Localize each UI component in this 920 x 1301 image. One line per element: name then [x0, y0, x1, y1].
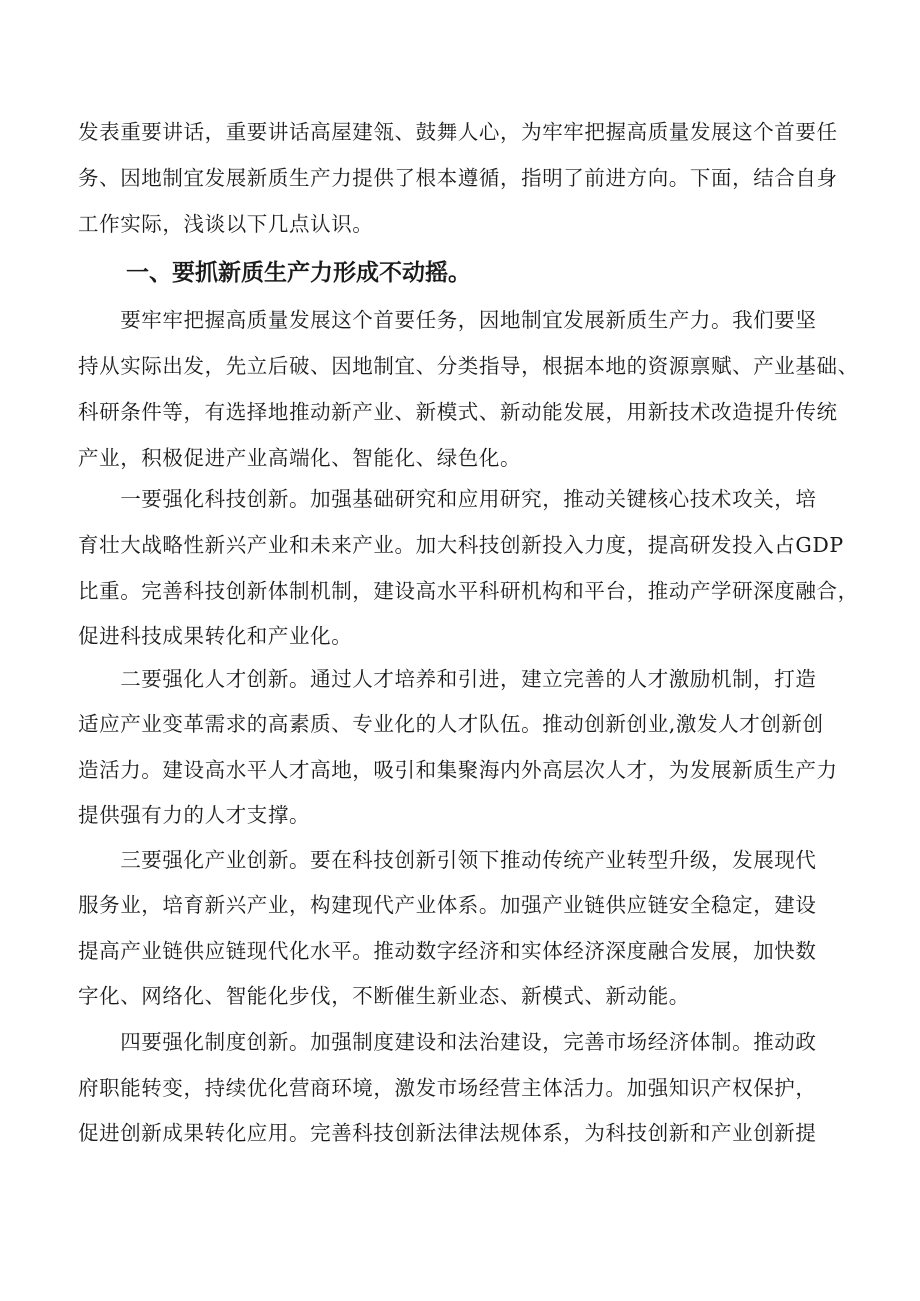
paragraph-2-line-2: 育壮大战略性新兴产业和未来产业。加大科技创新投入力度，提高研发投入占GDP	[78, 533, 844, 557]
paragraph-1-line-1: 要牢牢把握高质量发展这个首要任务，因地制宜发展新质生产力。我们要坚	[78, 308, 817, 332]
paragraph-2-line-1: 一要强化科技创新。加强基础研究和应用研究，推动关键核心技术攻关，培	[78, 487, 817, 511]
paragraph-1-line-3: 科研条件等，有选择地推动新产业、新模式、新动能发展，用新技术改造提升传统	[78, 400, 838, 424]
paragraph-1-line-2: 持从实际出发，先立后破、因地制宜、分类指导，根据本地的资源禀赋、产业基础、	[78, 354, 859, 378]
paragraph-3-line-1: 二要强化人才创新。通过人才培养和引进，建立完善的人才激励机制，打造	[78, 667, 817, 691]
paragraph-2-line-4: 促进科技成果转化和产业化。	[78, 624, 353, 648]
paragraph-4-line-1: 三要强化产业创新。要在科技创新引领下推动传统产业转型升级，发展现代	[78, 848, 817, 872]
paragraph-3-line-2: 适应产业变革需求的高素质、专业化的人才队伍。推动创新创业,激发人才创新创	[78, 712, 824, 736]
paragraph-3-line-4: 提供强有力的人才支撑。	[78, 803, 311, 827]
paragraph-4-line-4: 字化、网络化、智能化步伐，不断催生新业态、新模式、新动能。	[78, 984, 690, 1008]
intro-line-1: 发表重要讲话，重要讲话高屋建瓴、鼓舞人心，为牢牢把握高质量发展这个首要任	[78, 120, 838, 144]
paragraph-4-line-2: 服务业，培育新兴产业，构建现代产业体系。加强产业链供应链安全稳定，建设	[78, 893, 817, 917]
paragraph-5-line-1: 四要强化制度创新。加强制度建设和法治建设，完善市场经济体制。推动政	[78, 1030, 817, 1054]
paragraph-2-line-3: 比重。完善科技创新体制机制，建设高水平科研机构和平台，推动产学研深度融合，	[78, 579, 859, 603]
paragraph-5-line-3: 促进创新成果转化应用。完善科技创新法律法规体系，为科技创新和产业创新提	[78, 1121, 817, 1145]
section-heading: 一、要抓新质生产力形成不动摇。	[126, 260, 471, 286]
paragraph-1-line-4: 产业，积极促进产业高端化、智能化、绿色化。	[78, 446, 522, 470]
intro-line-2: 务、因地制宜发展新质生产力提供了根本遵循，指明了前进方向。下面，结合自身	[78, 166, 838, 190]
paragraph-5-line-2: 府职能转变，持续优化营商环境，激发市场经营主体活力。加强知识产权保护，	[78, 1076, 817, 1100]
paragraph-3-line-3: 造活力。建设高水平人才高地，吸引和集聚海内外高层次人才，为发展新质生产力	[78, 758, 838, 782]
intro-line-3: 工作实际，浅谈以下几点认识。	[78, 212, 374, 236]
paragraph-4-line-3: 提高产业链供应链现代化水平。推动数字经济和实体经济深度融合发展，加快数	[78, 939, 817, 963]
